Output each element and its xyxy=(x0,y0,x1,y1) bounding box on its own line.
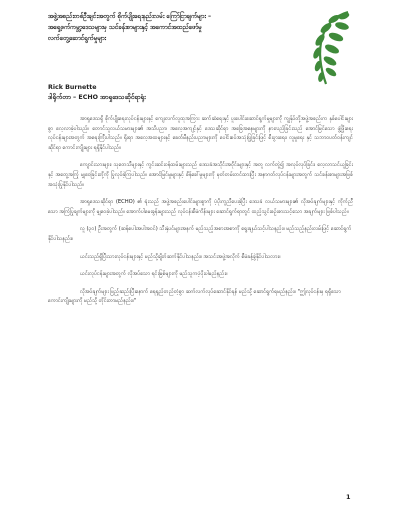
document-body xyxy=(48,115,353,315)
body-paragraph: အာရှဒေသရှိ စိုက်ပျိုးရေးလုပ်ငန်းများနှင့် ကျေးလက်လူထုအကြား ဆက်ဆံရေးနှင့် ပူးပေါင်းဆောင်ရွက်မှုများကို ကျွန်ုပ်တို့အဖွဲ့အစည်းက နှစ်ပေါင်းများစွာ လေ့လာခဲ့ပါသည်။ တောင်သူလယ်သမားများ၏ အသိပညာ၊ အလေ့အကျင့်နှင့် ဒေသဆိုင်ရာ အခြေအနေများကို နားလည်ခြင်းသည် အောင်မြင်သော ဖွံ့ဖြိုးရေးလုပ်ငန်းများအတွက် အရေးကြီးပါသည်။ ရိုးရာ အလေ့အထများနှင့် ခေတ်မီနည်းပညာများကို ပေါင်းစပ်အသုံးပြုခြင်းဖြင့် စီးပွားရေး၊ လူမှုရေး နှင့် သဘာဝပတ်ဝန်းကျင်ဆိုင်ရာ ကောင်းကျိုးများ ရရှိနိုင်ပါသည်။ xyxy=(48,116,353,151)
author-role: ဒါရိုက်တာ – ECHO အာရှဒေသဆိုင်ရာရုံး xyxy=(48,94,146,101)
document-title xyxy=(48,11,328,44)
leaf-logo-icon xyxy=(312,10,360,86)
question-item: ယင်းလုပ်ငန်းများအတွက် လိုအပ်သော ရင်းမြစ်များကို မည်သူကပံ့ပိုးပါမည်နည်း။ xyxy=(80,271,228,278)
question-item: လိုအပ်ချက်များ ဖြည့်ဆည်းပြီးနောက် ရေရှည်တည်တံ့စွာ ဆက်လက်လုပ်ဆောင်နိုင်ရန် မည်သို့ ဆောင်ရွက်ရမည်နည်း။ "ဤလုပ်ငန်းမှ ရရှိသော ကောင်းကျိုးများကို မည်သို့ တိုင်းတာမည်နည်း။" xyxy=(48,288,341,305)
body-paragraph: ကျောင်းသားများ၊ သုတေသီများနှင့် ကွင်းဆင်းဝန်ထမ်းများသည် ဒေသခံအသိုင်းအဝိုင်းများနှင့် အတူ လက်တွဲ၍ အလုပ်လုပ်ခြင်း၊ လေ့လာသင်ယူခြင်းနှင့် အတွေ့အကြုံ မျှဝေခြင်းတို့ကို ပြုလုပ်ခဲ့ကြပါသည်။ အောင်မြင်မှုများနှင့် စိန်ခေါ်မှုများကို မှတ်တမ်းတင်ထားပြီး အနာဂတ်လုပ်ငန်းများအတွက် သင်ခန်းစာများအဖြစ် အသုံးပြုနိုင်ပါသည်။ xyxy=(48,162,353,188)
title-line: အဖွဲ့အစည်းတစ်ဦးချင်းအတွက် စိုက်ပျိုးရေးနည်းလမ်း ကြော်ငြာချက်များ – xyxy=(48,13,212,20)
question-item: လူ (၃၀) ဦးအတွက် (ဆန်စပါးအပါအဝင်) သီးနှံပင်များအနက် မည်သည့်အစားအစာကို ရွေးချယ်သင့်ပါသနည်း။ မည်သည့်နည်းလမ်းဖြင့် ဆောင်ရွက်နိုင်ပါသနည်း။ xyxy=(48,226,352,242)
question-item: ယင်းသည်ရှိပြီးသားလုပ်ငန်းများနှင့် မည်သို့ချိတ်ဆက်နိုင်ပါသနည်း။ အသင်းအဖွဲ့အလိုက် စီမံခန့်ခွဲနိုင်ပါသလား။ xyxy=(80,253,281,260)
title-line: လက်တွေ့ဆောင်ရွက်မှုများ xyxy=(48,35,107,42)
author-block xyxy=(48,83,308,103)
page-number: 1 xyxy=(346,493,351,501)
title-line: အရှေ့ဖက်ကမ္ဘာ့ဒေသများမှ သင်ခန်းစာများနှင့် အကောင်အထည်ဖော်မှု xyxy=(48,24,202,31)
author-name: Rick Burnette xyxy=(48,84,97,91)
body-paragraph: အာရှဒေသဆိုင်ရာ (ECHO) ၏ ရုံးသည် အဖွဲ့အစည်းပေါင်းများစွာကို ပံ့ပိုးကူညီပေးခဲ့ပြီး ဒေသခံ လယ်သမားများ၏ လိုအပ်ချက်များနှင့် ကိုက်ညီသော အကြံပြုချက်များကို မျှဝေခဲ့ပါသည်။ အောက်ပါမေးခွန်းများသည် လုပ်ငန်းစီမံကိန်းများ ဆောင်ရွက်ရာတွင် ထည့်သွင်းစဉ်းစားသင့်သော အချက်များ ဖြစ်ပါသည်။ xyxy=(48,199,353,215)
